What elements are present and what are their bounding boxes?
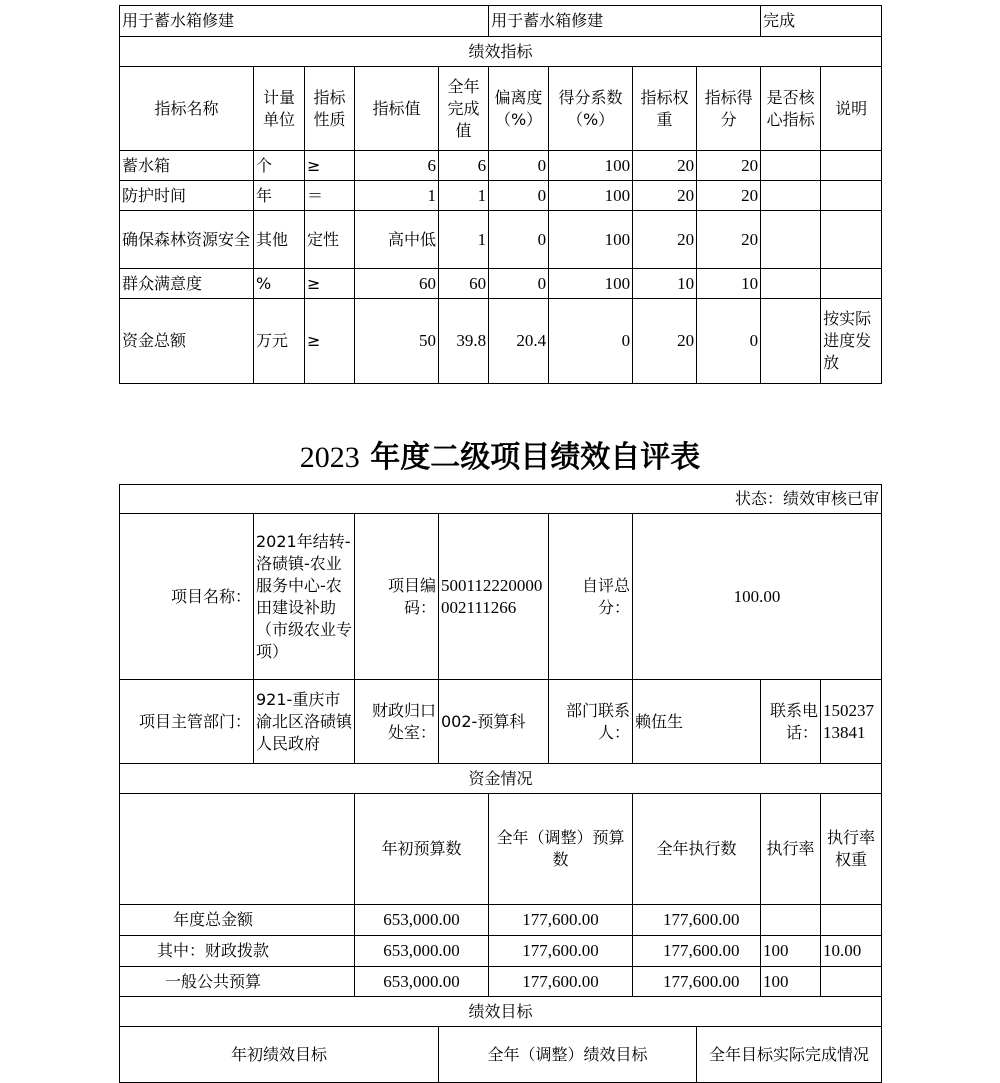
self-score: 100.00 (633, 514, 882, 680)
cell-coef: 100 (549, 269, 633, 299)
funds-header-weight: 执行率权重 (821, 794, 882, 905)
funds-initial: 653,000.00 (355, 967, 489, 997)
funds-executed: 177,600.00 (633, 905, 761, 936)
contact: 赖伍生 (633, 680, 761, 764)
funds-weight (821, 967, 882, 997)
funds-initial: 653,000.00 (355, 936, 489, 967)
cell-actual: 1 (439, 211, 489, 269)
dept-label: 项目主管部门： (120, 680, 254, 764)
cell-core (761, 151, 821, 181)
finance: 002-预算科 (439, 680, 549, 764)
cell-score: 20 (697, 151, 761, 181)
cell-coef: 100 (549, 151, 633, 181)
cell-coef: 100 (549, 181, 633, 211)
cell-unit: 其他 (254, 211, 305, 269)
header-core: 是否核心指标 (761, 67, 821, 151)
purpose-cell: 用于蓄水箱修建 (120, 6, 489, 37)
cell-nature: ≥ (305, 151, 355, 181)
cell-actual: 1 (439, 181, 489, 211)
project-code-label: 项目编码： (355, 514, 439, 680)
cell-score: 20 (697, 181, 761, 211)
table-row (120, 269, 882, 299)
cell-note (821, 269, 882, 299)
funds-weight (821, 905, 882, 936)
finance-label: 财政归口处室： (355, 680, 439, 764)
cell-unit: 个 (254, 151, 305, 181)
cell-core (761, 299, 821, 384)
cell-weight: 20 (633, 151, 697, 181)
cell-weight: 20 (633, 211, 697, 269)
cell-nature: 定性 (305, 211, 355, 269)
cell-value: 6 (355, 151, 439, 181)
cell-deviation: 0 (489, 181, 549, 211)
cell-unit: % (254, 269, 305, 299)
completion-cell: 完成 (761, 6, 882, 37)
cell-unit: 万元 (254, 299, 305, 384)
funds-header-blank (120, 794, 355, 905)
cell-deviation: 0 (489, 211, 549, 269)
cell-name: 群众满意度 (120, 269, 254, 299)
project-name: 2021年结转-洛碛镇-农业服务中心-农田建设补助（市级农业专项） (254, 514, 355, 680)
cell-value: 高中低 (355, 211, 439, 269)
funds-weight: 10.00 (821, 936, 882, 967)
phone-label: 联系电话： (761, 680, 821, 764)
title-year: 2023 (299, 441, 360, 474)
header-actual: 全年完成值 (439, 67, 489, 151)
header-unit: 计量单位 (254, 67, 305, 151)
table-row (120, 905, 882, 936)
self-score-label: 自评总分： (549, 514, 633, 680)
section-goals: 绩效目标 (120, 997, 882, 1027)
cell-nature: ＝ (305, 181, 355, 211)
project-code: 500112220000002111266 (439, 514, 549, 680)
cell-score: 0 (697, 299, 761, 384)
cell-core (761, 181, 821, 211)
funds-adjusted: 177,600.00 (489, 905, 633, 936)
goals-header-actual: 全年目标实际完成情况 (697, 1027, 882, 1083)
funds-adjusted: 177,600.00 (489, 967, 633, 997)
table-row (120, 299, 882, 384)
self-evaluation-form (119, 484, 882, 1083)
header-value: 指标值 (355, 67, 439, 151)
funds-row-label: 其中：财政拨款 (120, 936, 355, 967)
header-nature: 指标性质 (305, 67, 355, 151)
table-row (120, 967, 882, 997)
funds-row-label: 一般公共预算 (120, 967, 355, 997)
header-coef: 得分系数（%） (549, 67, 633, 151)
cell-deviation: 0 (489, 151, 549, 181)
cell-score: 10 (697, 269, 761, 299)
header-note: 说明 (821, 67, 882, 151)
funds-header-executed: 全年执行数 (633, 794, 761, 905)
header-score: 指标得分 (697, 67, 761, 151)
cell-name: 防护时间 (120, 181, 254, 211)
cell-name: 蓄水箱 (120, 151, 254, 181)
cell-note (821, 151, 882, 181)
purpose-cell-2: 用于蓄水箱修建 (489, 6, 761, 37)
cell-coef: 0 (549, 299, 633, 384)
header-deviation: 偏离度（%） (489, 67, 549, 151)
indicator-table (119, 5, 882, 384)
cell-actual: 60 (439, 269, 489, 299)
funds-header-adjusted: 全年（调整）预算数 (489, 794, 633, 905)
goals-header-initial: 年初绩效目标 (120, 1027, 439, 1083)
cell-value: 60 (355, 269, 439, 299)
section-indicators: 绩效指标 (120, 37, 882, 67)
cell-nature: ≥ (305, 269, 355, 299)
cell-value: 1 (355, 181, 439, 211)
cell-unit: 年 (254, 181, 305, 211)
dept: 921-重庆市渝北区洛碛镇人民政府 (254, 680, 355, 764)
table-row (120, 211, 882, 269)
header-indicator-name: 指标名称 (120, 67, 254, 151)
cell-deviation: 20.4 (489, 299, 549, 384)
page-title (0, 436, 1000, 480)
cell-note (821, 181, 882, 211)
funds-header-rate: 执行率 (761, 794, 821, 905)
funds-adjusted: 177,600.00 (489, 936, 633, 967)
funds-executed: 177,600.00 (633, 936, 761, 967)
cell-actual: 39.8 (439, 299, 489, 384)
cell-deviation: 0 (489, 269, 549, 299)
table-row (120, 936, 882, 967)
cell-note (821, 211, 882, 269)
funds-initial: 653,000.00 (355, 905, 489, 936)
title-text: 年度二级项目绩效自评表 (370, 440, 701, 475)
funds-rate: 100 (761, 967, 821, 997)
cell-name: 资金总额 (120, 299, 254, 384)
header-weight: 指标权重 (633, 67, 697, 151)
cell-nature: ≥ (305, 299, 355, 384)
status-badge: 状态：绩效审核已审 (120, 485, 882, 514)
section-funds: 资金情况 (120, 764, 882, 794)
funds-executed: 177,600.00 (633, 967, 761, 997)
phone: 15023713841 (821, 680, 882, 764)
cell-name: 确保森林资源安全 (120, 211, 254, 269)
cell-coef: 100 (549, 211, 633, 269)
cell-value: 50 (355, 299, 439, 384)
funds-header-initial: 年初预算数 (355, 794, 489, 905)
cell-note: 按实际进度发放 (821, 299, 882, 384)
cell-actual: 6 (439, 151, 489, 181)
project-name-label: 项目名称： (120, 514, 254, 680)
cell-core (761, 269, 821, 299)
funds-row-label: 年度总金额 (120, 905, 355, 936)
cell-core (761, 211, 821, 269)
cell-weight: 20 (633, 181, 697, 211)
funds-rate (761, 905, 821, 936)
contact-label: 部门联系人： (549, 680, 633, 764)
cell-weight: 20 (633, 299, 697, 384)
table-row (120, 181, 882, 211)
table-row (120, 151, 882, 181)
cell-weight: 10 (633, 269, 697, 299)
funds-rate: 100 (761, 936, 821, 967)
goals-header-adjusted: 全年（调整）绩效目标 (439, 1027, 697, 1083)
cell-score: 20 (697, 211, 761, 269)
